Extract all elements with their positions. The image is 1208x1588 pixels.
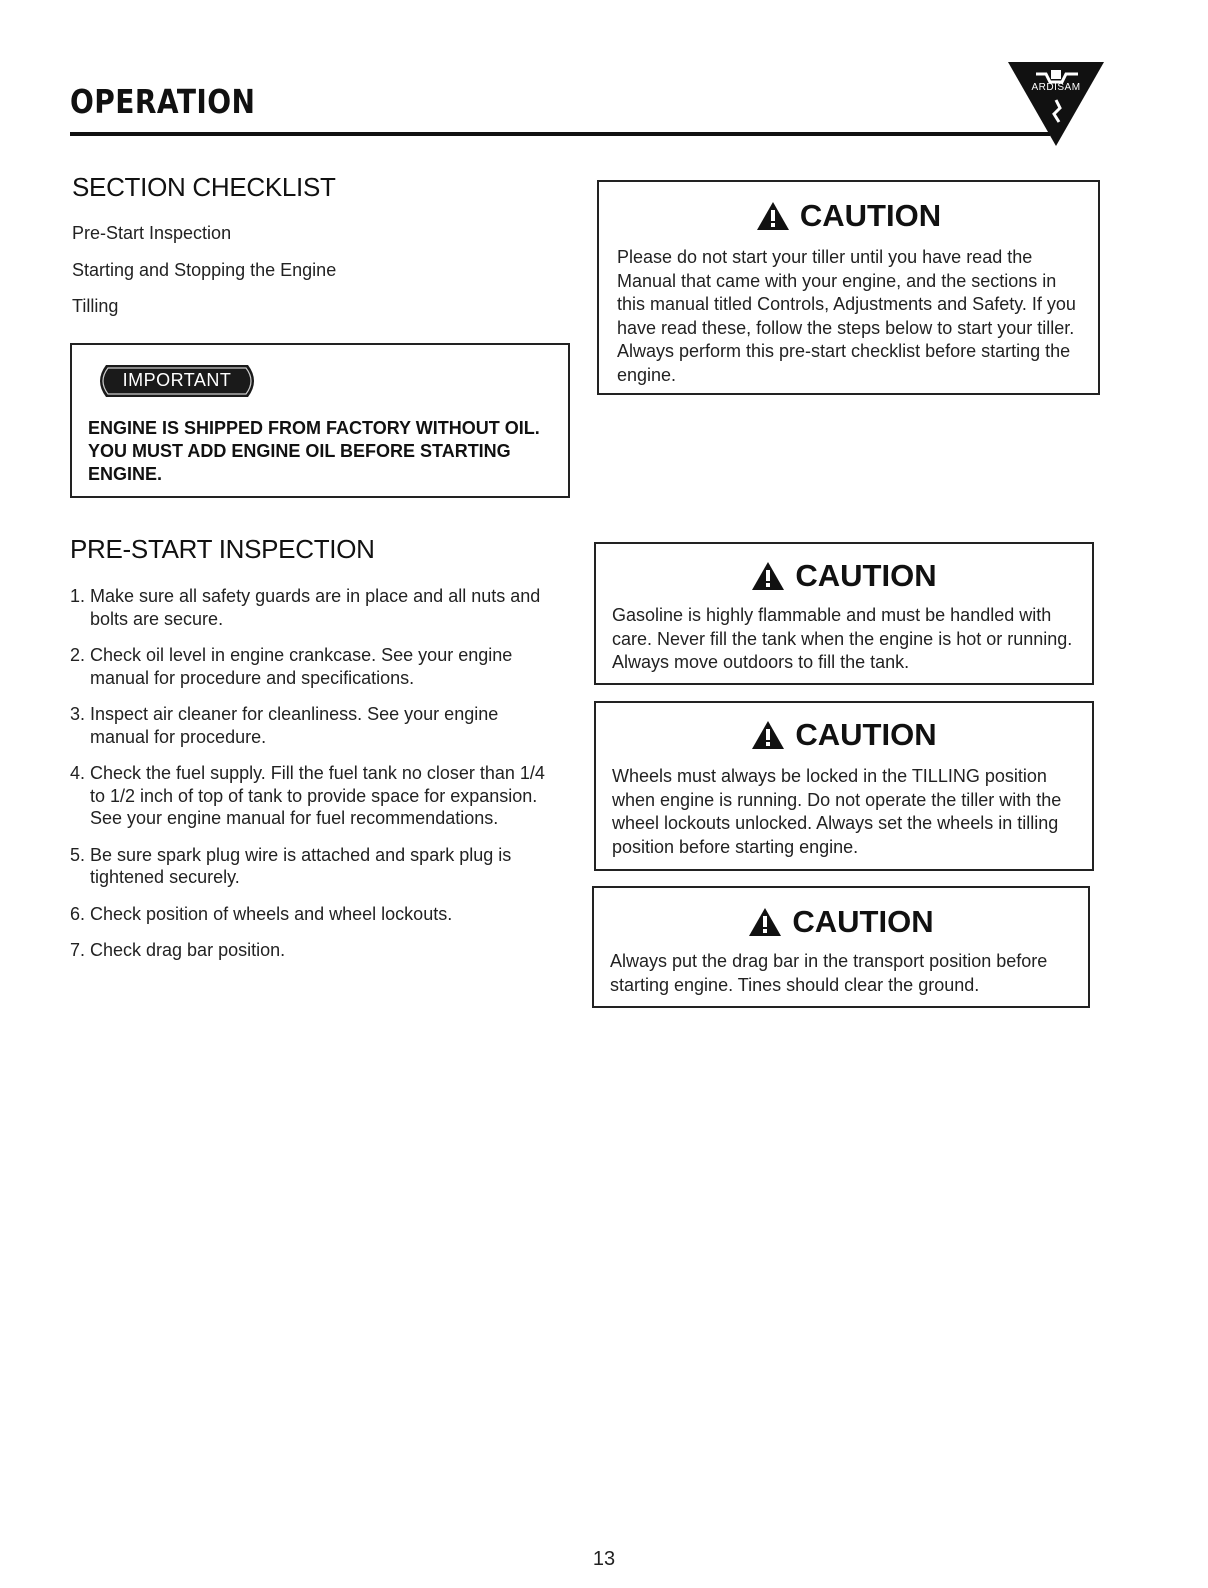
list-item: [70, 939, 560, 962]
step-text: Inspect air cleaner for cleanliness. See your engine manual for procedure.: [90, 704, 499, 747]
warning-triangle-icon: [751, 720, 785, 750]
important-badge: [92, 363, 262, 399]
brand-logo: [1006, 56, 1106, 148]
caution-box-wheels: [594, 701, 1094, 871]
caution-title: CAUTION: [795, 717, 937, 752]
page-number: 13: [592, 1548, 616, 1570]
step-number: 3.: [70, 704, 86, 724]
checklist-heading: SECTION CHECKLIST: [72, 172, 336, 202]
step-text: Check oil level in engine crankcase. See your engine manual for procedure and specifications.: [90, 645, 513, 688]
caution-header: [599, 196, 1098, 236]
step-text: Make sure all safety guards are in place and all nuts and bolts are secure.: [90, 586, 541, 629]
caution-title: CAUTION: [795, 558, 937, 593]
caution-body: Always put the drag bar in the transport position before starting engine. Tines should clear the ground.: [610, 951, 1048, 995]
checklist-item: Tilling: [72, 296, 119, 316]
page-title: OPERATION: [70, 82, 256, 121]
caution-title: CAUTION: [799, 198, 942, 233]
step-text: Check drag bar position.: [90, 940, 286, 960]
important-text: ENGINE IS SHIPPED FROM FACTORY WITHOUT OIL. YOU MUST ADD ENGINE OIL BEFORE STARTING ENGINE.: [88, 418, 540, 484]
step-number: 2.: [70, 645, 86, 665]
step-number: 7.: [70, 940, 86, 960]
inspection-heading: PRE-START INSPECTION: [70, 534, 375, 564]
caution-title: CAUTION: [792, 904, 934, 939]
caution-body: Gasoline is highly flammable and must be handled with care. Never fill the tank when the engine is hot or running. Always move outdoors to fill the tank.: [612, 605, 1073, 672]
header-rule: [70, 132, 1050, 136]
step-number: 1.: [70, 586, 86, 606]
step-number: 4.: [70, 763, 86, 783]
step-text: Be sure spark plug wire is attached and spark plug is tightened securely.: [90, 844, 512, 887]
caution-header: [594, 902, 1088, 942]
list-item: [70, 762, 560, 830]
caution-box-start: [597, 180, 1100, 395]
caution-body: Wheels must always be locked in the TILLING position when engine is running. Do not operate the tiller with the wheel lockouts unlocked. Always set the wheels in tilling position before starting engine.: [612, 766, 1062, 857]
step-text: Check the fuel supply. Fill the fuel tank no closer than 1/4 to 1/2 inch of top of tank to provide space for expansion. See your engine manual for fuel recommendations.: [90, 763, 545, 828]
brand-logo-icon: [1006, 56, 1106, 148]
step-number: 5.: [70, 844, 86, 865]
caution-box-gasoline: [594, 542, 1094, 685]
caution-box-drag-bar: [592, 886, 1090, 1008]
list-item: [70, 644, 560, 689]
checklist-item: Pre-Start Inspection: [72, 223, 232, 243]
list-item: [70, 844, 560, 889]
list-item: [70, 703, 560, 748]
warning-triangle-icon: [748, 907, 782, 937]
caution-header: [596, 715, 1092, 755]
caution-header: [596, 556, 1092, 596]
step-number: 6.: [70, 903, 86, 924]
caution-body: Please do not start your tiller until you have read the Manual that came with your engine, and the sections in this manual titled Controls, Adjustments and Safety. If you have read these, follow the steps below to start your tiller. Always perform this pre-start checklist before starting the engine.: [617, 247, 1076, 385]
important-badge-label: IMPORTANT: [122, 370, 232, 390]
warning-triangle-icon: [756, 201, 790, 231]
checklist-item: Starting and Stopping the Engine: [72, 260, 337, 280]
important-box: [70, 343, 570, 498]
logo-text: ARDISAM: [1031, 82, 1081, 93]
step-text: Check position of wheels and wheel lockouts.: [90, 903, 453, 924]
list-item: [70, 903, 560, 926]
warning-triangle-icon: [751, 561, 785, 591]
inspection-steps: [70, 585, 560, 976]
list-item: [70, 585, 560, 630]
